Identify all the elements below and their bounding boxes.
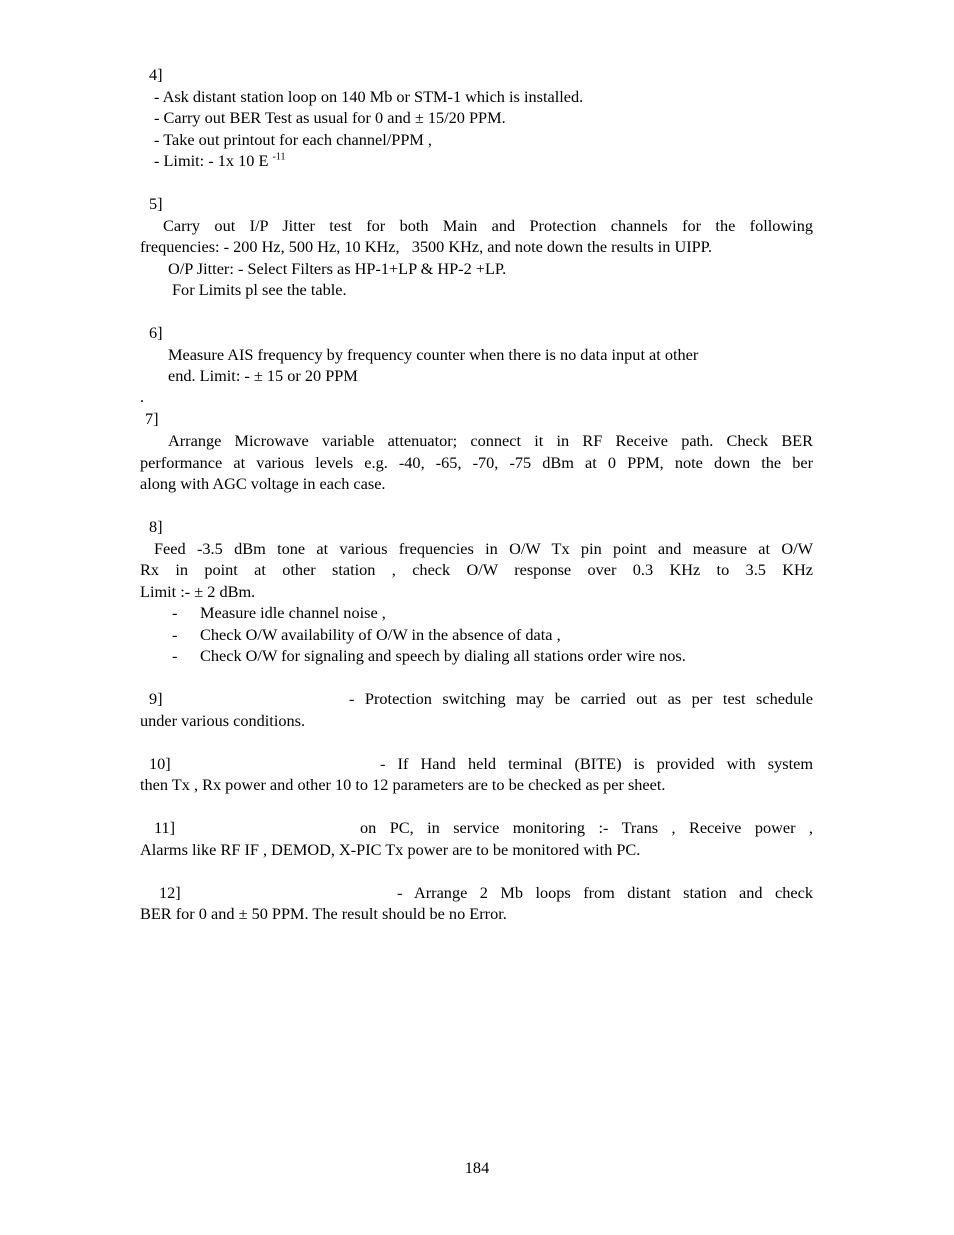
section-11-heading: 11] <box>154 818 176 837</box>
section-9-line-1: - Protection switching may be carried out as per test schedule <box>349 689 813 708</box>
section-6-heading: 6] <box>149 323 163 342</box>
section-12-line-2: BER for 0 and ± 50 PPM. The result should be no Error. <box>140 904 507 923</box>
limit-text: - Limit: - 1x 10 E <box>154 151 269 170</box>
section-5-line-2: frequencies: - 200 Hz, 500 Hz, 10 KHz, 3500 KHz, and note down the results in UIPP. <box>140 237 712 256</box>
bullet-text: Check O/W availability of O/W in the absence of data , <box>200 625 561 644</box>
section-10-line-2: then Tx , Rx power and other 10 to 12 parameters are to be checked as per sheet. <box>140 775 666 794</box>
section-10-heading: 10] <box>149 754 171 773</box>
section-5-line-3: O/P Jitter: - Select Filters as HP-1+LP & HP-2 +LP. <box>168 259 507 278</box>
section-6-line-1: Measure AIS frequency by frequency counter when there is no data input at other <box>168 345 699 364</box>
section-8-heading: 8] <box>149 517 163 536</box>
section-11-line-2: Alarms like RF IF , DEMOD, X-PIC Tx power are to be monitored with PC. <box>140 840 641 859</box>
section-4-heading: 4] <box>149 65 163 84</box>
section-7-heading: 7] <box>145 409 159 428</box>
section-4-line-4 <box>154 150 285 172</box>
section-12-heading: 12] <box>159 883 181 902</box>
section-5-line-4: For Limits pl see the table. <box>172 280 347 299</box>
page-number: 184 <box>464 1158 490 1177</box>
section-7-line-2: performance at various levels e.g. -40, -65, -70, -75 dBm at 0 PPM, note down the ber <box>140 453 813 472</box>
section-12-line-1: - Arrange 2 Mb loops from distant station and check <box>397 883 813 902</box>
section-5-heading: 5] <box>149 194 163 213</box>
section-4-line-3: - Take out printout for each channel/PPM , <box>154 130 432 149</box>
bullet-text: Measure idle channel noise , <box>200 603 386 622</box>
section-8-line-3: Limit :- ± 2 dBm. <box>140 582 256 601</box>
section-5-line-1: Carry out I/P Jitter test for both Main and Protection channels for the following <box>163 216 813 235</box>
section-6-line-2: end. Limit: - ± 15 or 20 PPM <box>168 366 358 385</box>
bullet-dash: - <box>172 603 178 622</box>
section-11-line-1: on PC, in service monitoring :- Trans , Receive power , <box>360 818 813 837</box>
section-9-heading: 9] <box>149 689 163 708</box>
section-4-line-2: - Carry out BER Test as usual for 0 and ± 15/20 PPM. <box>154 108 506 127</box>
section-8-line-2: Rx in point at other station , check O/W response over 0.3 KHz to 3.5 KHz <box>140 560 813 579</box>
section-8-line-1: Feed -3.5 dBm tone at various frequencies in O/W Tx pin point and measure at O/W <box>154 539 813 558</box>
section-9-line-2: under various conditions. <box>140 711 306 730</box>
limit-exponent: -11 <box>272 151 286 163</box>
section-4-line-1: - Ask distant station loop on 140 Mb or STM-1 which is installed. <box>154 87 584 106</box>
section-6-dot: . <box>140 387 145 406</box>
bullet-text: Check O/W for signaling and speech by dialing all stations order wire nos. <box>200 646 686 665</box>
section-7-line-1: Arrange Microwave variable attenuator; connect it in RF Receive path. Check BER <box>168 431 813 450</box>
section-10-line-1: - If Hand held terminal (BITE) is provided with system <box>380 754 813 773</box>
bullet-dash: - <box>172 646 178 665</box>
section-7-line-3: along with AGC voltage in each case. <box>140 474 386 493</box>
bullet-dash: - <box>172 625 178 644</box>
